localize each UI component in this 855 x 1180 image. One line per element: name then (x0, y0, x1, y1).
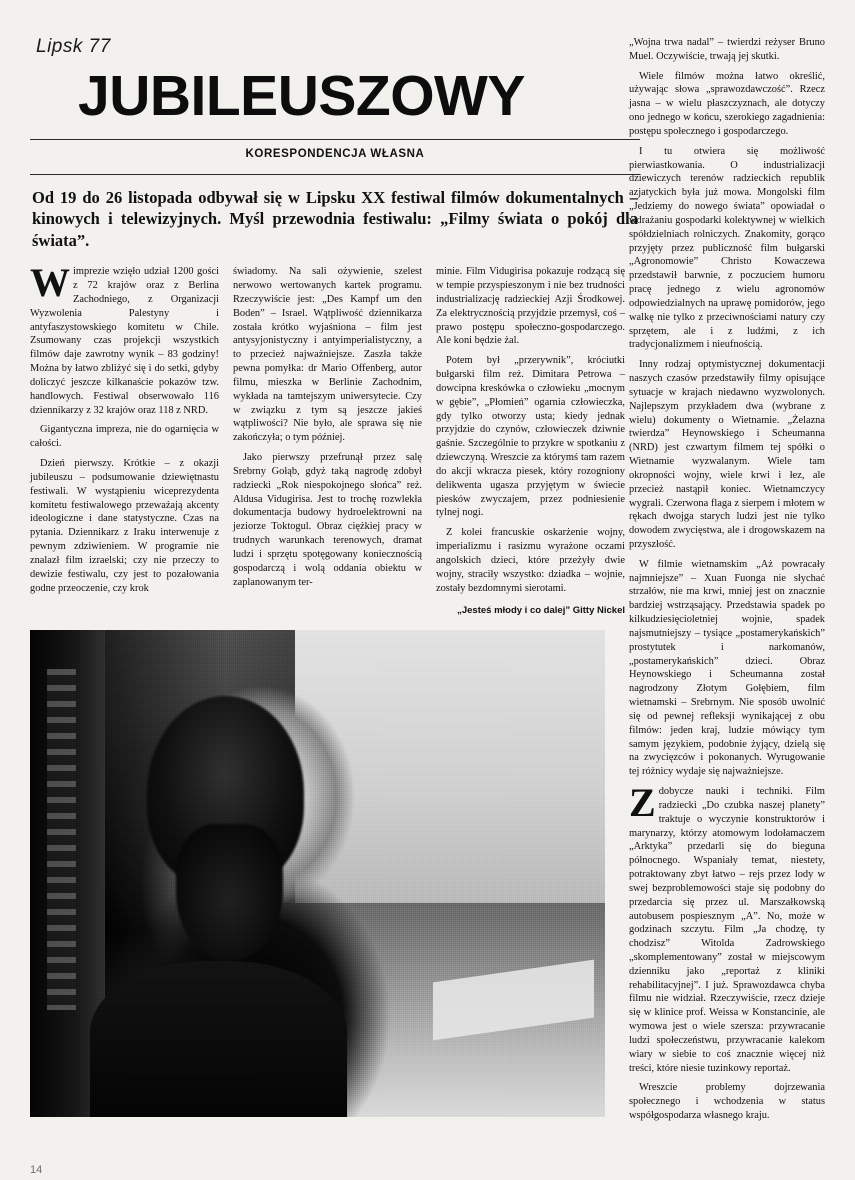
paragraph: I tu otwiera się możliwość pierwiastkowania. O industrializacji dziewiczych terenów radzieckich republik azjatyckich była już mowa. Mongolski film „Jedziemy do nowego świata” opowiadał o wdrażaniu gospodarki kolektywnej w wielkich spółdzielniach rolniczych. Znakomity, gorąco przyjęty przez publiczność film bułgarski „Agronomowie” Christo Kowaczewa przedstawił barwnie, z poczuciem humoru pracę jednego z wielu agronomów odpowiedzialnych na uprawę pomidorów, jego walkę nie tylko z przeciwnościami natury czy sprzętem, ale i z ludźmi, z ich tradycjonalizmem i nieufnością. (629, 145, 825, 351)
article-columns (30, 260, 640, 624)
divider-bottom (30, 174, 640, 175)
article-kicker: Lipsk 77 (36, 36, 111, 57)
paragraph: W filmie wietnamskim „Aż powracały najmniejsze” – Xuan Fuonga nie słychać strzałów, nie ma krwi, mniej jest on znacznie bardziej wstrząsający. Przedstawia spadek po kilkudziesięcioletniej wojnie, spadek najsmutniejszy – tysiące „postamerykańskich” prostytutek i narkomanów, „postamerykańskich” dzieci. Obraz Heynowskiego i Scheumanna został nagrodzony Złotym Gołębiem, film wietnamski – Srebrnym. Nie sposób uwolnić się od pewnej refleksji wynikającej z obu filmów: jeden kraj, ludzie mówiący tym samym językiem, podobnie żyjący, dzielą się na zwycięzców i pokonanych. Wyrugowanie tej różnicy wydaje się najważniejsze. (629, 558, 825, 778)
paragraph: Wiele filmów można łatwo określić, używając słowa „sprawozdawczość”. Rzecz jasna – w wielu płaszczyznach, ale dotyczy ono jednego w końcu, szerokiego zagadnienia: postępu społecznego i gospodarczego. (629, 70, 825, 137)
main-article-block (30, 36, 640, 1117)
paragraph: Z kolei francuskie oskarżenie wojny, imperializmu i rasizmu wyrażone oczami angolskich dzieci, które przeżyły dwie wojny, straciły wszystko: dziadka – wojnie, zostały bezdomnymi sierotami. (436, 527, 625, 594)
paragraph: Jako pierwszy przefrunął przez salę Srebrny Gołąb, gdyż taką nagrodę zdobył radziecki „Rok niespokojnego słońca” reż. Aldusa Vidugirisa. Jest to trochę rozwlekła dokumentacja budowy hydroelektrowni na jeziorze Toktogul. Obraz ciężkiej pracy w trudnych warunkach terenowych, dramat ludzi i sprzętu spotęgowany koniecznością gospodarczą i wolą oddania obiektu w zaplanowanym ter- (233, 452, 422, 588)
photo-caption: „Jesteś młody i co dalej” Gitty Nickel (457, 605, 625, 617)
paragraph: Dzień pierwszy. Krótkie – z okazji jubileuszu – podsumowanie dziewiętnastu festiwali. W wystąpieniu wiceprezydenta komitetu festiwalowego przeważają akcenty ideologiczne i dane statystyczne. Czas na pytania. Dziennikarz z Iraku interwenuje z pewnym zdziwieniem. W programie nie znalazł film izraelski; czy nie przeczy to dewizie festiwalu, czy jest to pozałowania godne przeoczenie, czy krok (30, 458, 219, 594)
correspondence-label: KORESPONDENCJA WŁASNA (245, 148, 425, 160)
paragraph: „Wojna trwa nadal” – twierdzi reżyser Bruno Muel. Oczywiście, trwają jej skutki. (629, 37, 825, 62)
column-3 (436, 265, 625, 624)
photo-image (30, 630, 605, 1117)
paragraph: świadomy. Na sali ożywienie, szelest nerwowo wertowanych kartek programu. Rzeczywiście jest: „Des Kampf um den Boden” – Israel. Wątpliwość dziennikarza została krótko wyjaśniona – film jest antysyjonistyczny i antyimperialistyczny, a to przecież najważniejsze. Zaszła także pewna pomyłka: dr Mario Offenberg, autor filmu, mieszka w Berlinie Zachodnim, wykłada na tamtejszym uniwersytecie. Czy w związku z tym są jeszcze jakieś wątpliwości? Nie było, ale sprawa się nie zakończyła; o tym później. (233, 266, 422, 444)
column-2 (233, 265, 422, 595)
paragraph: minie. Film Vidugirisa pokazuje rodzącą się w tempie przyspieszonym i nie bez trudności industrializację radzieckiej Azji Środkowej. Za elektrycznością przyjdzie przemysł, coś – prawo postępu społeczno-gospodarczego. Ale koni będzie żal. (436, 266, 625, 347)
paragraph: Zdobycze nauki i techniki. Film radziecki „Do czubka naszej planety” traktuje o wyczynie konstruktorów i marynarzy, którzy atomowym lodołamaczem „Arktyka” przedarli się do bieguna północnego. Wspaniały temat, niestety, potraktowany zbyt łatwo – rejs przez lody w swej bezproblemowości staje się podobny do przedarcia się przez ul. Marszałkowską autobusem pospiesznym „A”. No, może w godzinach szczytu. Film „Ja chodzę, ty chodzisz” Witolda Zadrowskiego „skomplementowany” został w miejscowym dzienniku jako „reportaż z kliniki rehabilitacyjnej”. I już. Sprawozdawca chyba filmu nie widział. Rzeczywiście, rzecz dzieje się w klinice prof. Weissa w Konstancinie, ale wymowa jest o wiele szersza: przywracanie ludzi społeczeństwu, przywracanie kalekom wiary w siebie to coś znacznie więcej niż treści, które niesie tuzinkowy reportaż. (629, 780, 825, 1074)
column-1 (30, 260, 219, 601)
page-title: JUBILEUSZOWY (78, 64, 525, 128)
photo-grain-overlay (30, 630, 605, 1117)
paragraph: Wreszcie problemy dojrzewania społecznego i wchodzenia w status współgospodarza własnego kraju. (629, 1082, 825, 1122)
paragraph: Inny rodzaj optymistycznej dokumentacji naszych czasów przedstawiły filmy opisujące sytuacje w krajach niedawno wyzwolonych. Najlepszym przykładem dwa (wybrane z wielu) dokumenty o Wietnamie. „Żelazna twierdza” Heynowskiego i Scheumanna (NRD) jest czwartym filmem tej spółki o Wietnamie wyzwalanym. Wiele tam okropności wojny, wiele krwi i łez, ale przecież nastąpił koniec. Wietnamczycy wygrali. Czerwona flaga z sierpem i młotem w rękach dwojga starych ludzi jest nie tylko dowodem zwycięstwa, ale i drogowskazem na przyszłość. (629, 359, 825, 550)
column-4 (629, 36, 825, 1129)
divider-top (30, 139, 640, 140)
article-lead: Od 19 do 26 listopada odbywał się w Lipsku XX festiwal filmów dokumentalnych – kinowych i telewizyjnych. Myśl przewodnia festiwalu: „Filmy świata o pokój dla świata”. (32, 188, 638, 250)
paragraph: Potem był „przerywnik”, króciutki bułgarski film reż. Dimitara Petrowa – dowcipna kreskówka o człowieku „mocnym w gębie”, „Płomień” ogarnia człowieczka, gdy tylko otworzy usta; kiedy jednak przyjdzie do czynów, człowieczek dziwnie gaśnie. Szczególnie to przykre w spotkaniu z dziewczyną. Wreszcie za którymś tam razem do akcji wkracza piesek, który rozogniony delikwenta ugasza przyjętym w świecie piesków zwyczajem, przez podniesienie tylnej nogi. (436, 355, 625, 519)
article-photo (30, 630, 605, 1117)
page-number: 14 (30, 1164, 43, 1176)
paragraph: Wimprezie wzięło udział 1200 gości z 72 krajów oraz z Berlina Zachodniego, z Organizacji Wyzwolenia Palestyny i antyfaszystowskiego komitetu w Chile. Zsumowany czas projekcji wszystkich filmów daje zawrotny wynik – 83 godziny! Można by łatwo zbliżyć się i do setki, gdyby doliczyć jeszcze kilkanaście pokazów tzw. handlowych. Festiwal obserwowało 116 dziennikarzy z 32 krajów oraz 118 z NRD. (30, 260, 219, 416)
paragraph: Gigantyczna impreza, nie do ogarnięcia w całości. (30, 424, 219, 450)
